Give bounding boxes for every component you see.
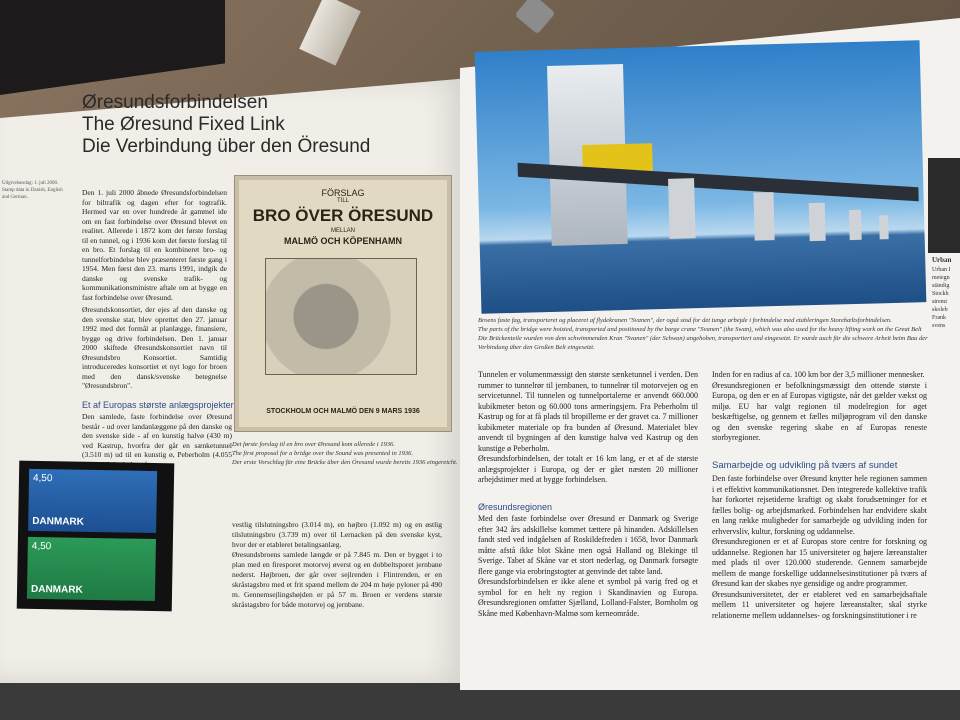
para-anlaeg: Den samlede, faste forbindelse over Øresund består - ud over landanlæggene på den danske og den svenske side - af en kunstig halvø (430 m) ved Kastrup, hvorfra der går en sænketunnel (3.510 m) ud til en kunstig ø, Peberholm (4.055 [82,412,232,459]
heading-anlaeg: Et af Europas største anlægsprojekter [82,400,234,410]
side-text: Urban I metegn ständig Stockh stremt skoleb Frank svens [932,267,951,329]
para-konsortiet: Øresundskonsortiet, der ejes af den danske og den svenske stat, blev oprettet den 27. januar 1992 med det formål at planlægge, finansiere, bygge og drive forbindelsen. Den 1. januar 2000 skiftede Øresundskonsortiet navn til Øresundsbro Konsortiet. Samtidig introduceredes konsortiet et nyt logo for broen med den dansk/svenske betegnelse "Øresundsbron". [82,305,228,390]
poster-line5: STOCKHOLM OCH MALMÖ DEN 9 MARS 1936 [266,408,420,415]
caption-en: The first proposal for a bridge over the Sound was presented in 1936. [232,450,413,457]
photo-caption [478,316,928,352]
poster-line1: FÖRSLAG [321,188,365,198]
poster-map [265,258,417,375]
bridge-pier [753,192,774,241]
poster-caption [232,440,462,467]
stamp-green [27,537,156,601]
intro-text: Den 1. juli 2000 åbnede Øresundsforbindelsen for biltrafik og dagen efter for togtrafik. Hermed var en over hundrede år gammel ide om en fast forbindelse over Øresund blevet en realitet. Allerede i 1872 kom det første forslag til en tunnel, og i 1936 kom det første forslag til en bro. Et forslag til en kombineret bro- og tunnelforbindelse blev præsenteret første gang i 1954. Men først den 23. marts 1991, indgik de danske og svenske trafik- og kommunikationsministre aftale om at bygge en fast forbindelse over Øresund. [82,188,227,302]
stamp-country: DANMARK [32,515,85,528]
col2-samarbejde: Den faste forbindelse over Øresund knytter hele regionen sammen i et effektivt kommunikationsnet. Den integrerede kollektive trafik har forkortet rejsetiderne kraftigt og skabt forudsætninger for et fælles bolig- og arbejdsmarked. Forbindelsen har endvidere skabt en lang række muligheder for samarbejde og udvikling inden for erhvervsliv, kultur, forskning og uddannelse. Øresundsregionen er et af Europas store centre for forskning og uddannelse. Regionen har 15 universiteter og højere læreanstalter med plads til over 120.000 studerende. Gennem samarbejde mellem de mange forskellige uddannelsesinstitutioner på tværs af Øresund kan der skabes nye gensidige og andre programmer. Øresundsuniversitetet, der er etableret ved en samarbejdsaftale mellem 11 universiteter og højere læreanstalter, skal styrke relationerne mellem uddannelses- og forskningsinstitutioner i re [712,474,927,620]
title-german: Die Verbindung über den Öresund [82,136,371,157]
heading-region: Øresundsregionen [478,502,553,512]
stamp-sheet [17,461,175,612]
side-name: Urban [932,256,952,264]
stamp-value: 4,50 [32,472,53,485]
bridge-pier [849,210,862,240]
caption-da: Det første forslag til en bro over Øresund kom allerede i 1936. [232,441,395,448]
bridge-pier [809,203,826,241]
poster-headline: BRO ÖVER ÖRESUND [252,206,434,225]
col2-text: Inden for en radius af ca. 100 km bor der 3,5 millioner mennesker. Øresundsregionen er befolkningsmæssigt den ottende største i Europa, og den er en af Europas vigtigste, når det gælder vækst og miljø. EU har valgt regionen til modelregion for øget beskæftigelse, og gennem et fælles miljøprogram vil den danske og den svenske regering skabe en af Europas reneste storbyregioner. [712,370,927,442]
para-bridge: vestlig tilslutningsbro (3.014 m), en højbro (1.092 m) og en østlig tilslutningsbro (3.739 m) over til Lernacken på den svenske kyst, hvor der er etableret betalingsanlæg. Øresundsbroens samlede længde er på 7.845 m. Den er bygget i to plan med en firesporet motorvej øverst og en dobbeltsporet jernbane nederst. Højbroen, der går over sejlrenden i Flintrenden, er en skråstagsbro med et frit spænd mellem de 204 m høje pyloner på 490 m. Gennemsejlingshøjden er på 57 m. Broen er verdens største skråstagsbro for både motorvej og jernbane. [232,520,442,609]
col1-region: Med den faste forbindelse over Øresund er Danmark og Sverige efter 342 års adskillelse kommet tættere på hinanden. Adskillelsen fandt sted ved indgåelsen af Roskildefreden i 1658, hvor Danmark måtte afstå ikke blot Skåne men også Halland og Blekinge til Sverige. Tabet af Skåne var et stort nederlag, og Danmark forsøgte flere gange via erobringstogter at genvinde det tabte land. Øresundsforbindelsen er ikke alene et symbol på varig fred og et symbol for en helt ny region i Skandinavien og Europa. Øresundsregionen omfatter Sjælland, Lolland-Falster, Bornholm og Skåne med København-Malmø som kerneområde. [478,514,698,618]
photo-caption-de: Die Brückenteile wurden von dem schwimmenden Kran "Svanen" (der Schwan) angehoben, transportiert und eingesetzt. Er wurde auch für die schwere Arbeit beim Bau der Verbindung über den Großen Belt eingesetzt. [478,335,928,351]
poster-1936 [234,175,452,432]
photo-caption-da: Broens faste fag, transporteret og placeret af flydekranen "Svanen", der også stod for det tunge arbejde i forbindelse med etableringen Storebæltsforbindelsen. [478,317,892,324]
title-english: The Øresund Fixed Link [82,114,285,135]
stamp-country: DANMARK [30,583,83,596]
poster-line1b: TILL [336,198,349,204]
caption-de: Der erste Vorschlag für eine Brücke über den Öresund wurde bereits 1936 eingereicht. [232,459,458,466]
poster-line4: MALMÖ OCH KÖPENHAMN [284,236,402,246]
title-danish: Øresundsforbindelsen [82,92,268,113]
col1-text: Tunnelen er volumenmæssigt den største sænketunnel i verden. Den rummer to tunnelrør til jernbanen, to tunnelrør til motorvejen og en servicetunnel. Til tunnelen og tunnelportalerne er anvendt 660.000 kubikmeter beton og 60.000 tons armeringsjern. Fra Peberholm til Kastrup og for at få plads til bropillerne er der gravet ca. 7 millioner kubikmeter materiale op fra bunden af Øresund. Materialet blev anvendt til bygningen af den kunstige halvø ved Kastrup og den kunstige ø Peberholm. Øresundsforbindelsen, der totalt er 16 km lang, er et af de største anlægsprojekter i Europa, og der er gået næsten 20 millioner arbejdstimer med at bygge forbindelsen. [478,370,698,484]
poster-line3: MELLAN [330,228,355,234]
stamp-blue [28,469,157,533]
stamp-value: 4,50 [31,540,52,553]
side-notes: Udgivelsesdag: 1. juli 2000. Stamp data in Danish, English and German. [2,181,63,200]
bridge-pier [668,178,696,239]
heading-samarbejde: Samarbejde og udvikling på tværs af sundet [712,460,898,471]
bridge-photo [475,40,927,314]
bridge-pier [879,215,889,239]
photo-caption-en: The parts of the bridge were hoisted, transported and positioned by the barge crane "Svanen" (the Swan), which was also used for the heavy lifting work on the Great Belt [478,326,922,333]
portrait-photo [928,158,960,253]
